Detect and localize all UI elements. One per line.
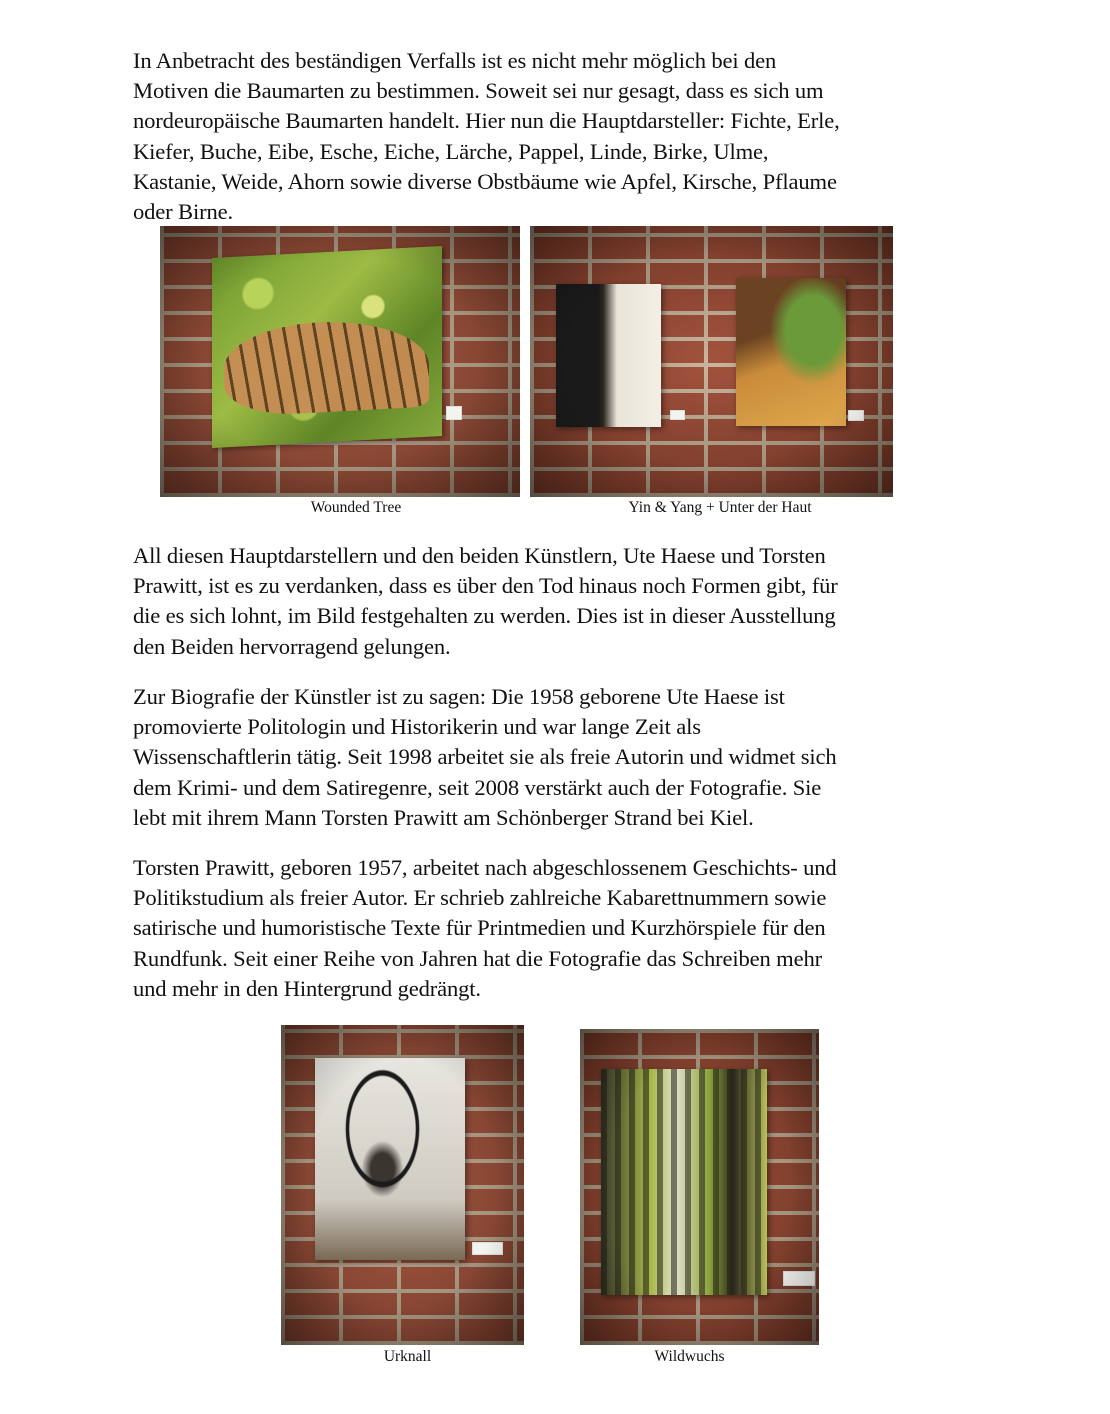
text-line: Torsten Prawitt, geboren 1957, arbeitet nach abgeschlossenem Geschichts- und — [133, 855, 837, 880]
text-line: die es sich lohnt, im Bild festgehalten zu werden. Dies ist in dieser Ausstellung — [133, 603, 836, 629]
text-line: Politikstudium als freier Autor. Er schrieb zahlreiche Kabarettnummern sowie — [133, 885, 827, 911]
paragraph-biography-torsten-prawitt — [133, 853, 983, 1004]
photo-vignette — [580, 1029, 819, 1345]
caption-urknall: Urknall — [383, 1348, 432, 1365]
text-line: In Anbetracht des beständigen Verfalls ist es nicht mehr möglich bei den — [133, 48, 777, 73]
text-line: und mehr in den Hintergrund gedrängt. — [133, 975, 481, 1001]
photo-wildwuchs — [580, 1029, 819, 1345]
caption-wounded-tree: Wounded Tree — [310, 499, 402, 516]
photo-yin-yang-unter-der-haut — [530, 226, 893, 497]
text-line: Kiefer, Buche, Eibe, Esche, Eiche, Lärche, Pappel, Linde, Birke, Ulme, — [133, 138, 769, 164]
text-line: nordeuropäische Baumarten handelt. Hier nun die Hauptdarsteller: Fichte, Erle, — [133, 108, 840, 134]
text-line: All diesen Hauptdarstellern und den beiden Künstlern, Ute Haese und Torsten — [133, 543, 826, 568]
text-line: Motiven die Baumarten zu bestimmen. Soweit sei nur gesagt, dass es sich um — [133, 78, 824, 104]
paragraph-artists-credit — [133, 541, 983, 662]
photo-vignette — [281, 1025, 524, 1345]
text-line: dem Krimi- und dem Satiregenre, seit 2008 verstärkt auch der Fotografie. Sie — [133, 774, 822, 800]
photo-vignette — [530, 226, 893, 497]
photo-vignette — [160, 226, 520, 497]
text-line: Prawitt, ist es zu verdanken, dass es über den Tod hinaus noch Formen gibt, für — [133, 573, 838, 599]
paragraph-biography-ute-haese — [133, 682, 983, 833]
text-line: satirische und humoristische Texte für Printmedien und Kurzhörspiele für den — [133, 915, 826, 941]
caption-wildwuchs: Wildwuchs — [654, 1348, 725, 1365]
text-line: Zur Biografie der Künstler ist zu sagen: Die 1958 geborene Ute Haese ist — [133, 684, 785, 709]
text-line: lebt mit ihrem Mann Torsten Prawitt am Schönberger Strand bei Kiel. — [133, 804, 754, 830]
photo-urknall — [281, 1025, 524, 1345]
caption-yin-yang-unter-der-haut: Yin & Yang + Unter der Haut — [628, 499, 812, 516]
text-line: promovierte Politologin und Historikerin und war lange Zeit als — [133, 714, 701, 740]
text-line: Rundfunk. Seit einer Reihe von Jahren hat die Fotografie das Schreiben mehr — [133, 945, 822, 971]
text-line: den Beiden hervorragend gelungen. — [133, 633, 451, 659]
text-line: oder Birne. — [133, 199, 233, 225]
text-line: Kastanie, Weide, Ahorn sowie diverse Obstbäume wie Apfel, Kirsche, Pflaume — [133, 168, 837, 194]
text-line: Wissenschaftlerin tätig. Seit 1998 arbeitet sie als freie Autorin und widmet sich — [133, 744, 837, 770]
photo-wounded-tree — [160, 226, 520, 497]
paragraph-tree-species — [133, 46, 983, 227]
